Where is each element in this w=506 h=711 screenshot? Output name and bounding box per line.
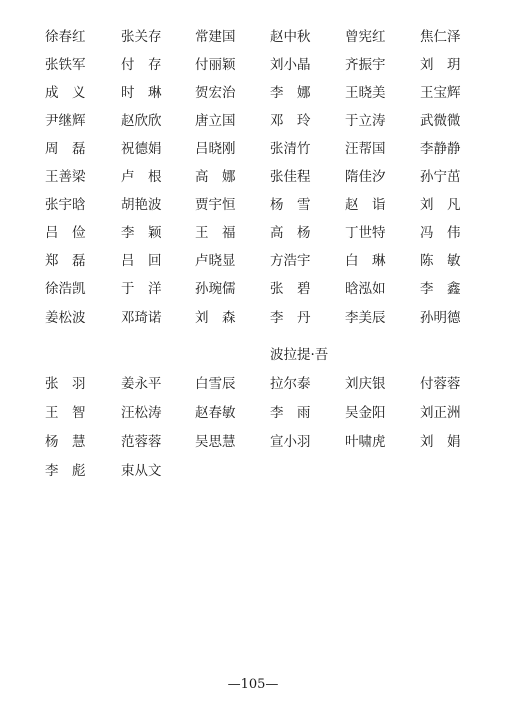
- person-name: 徐浩凯: [45, 281, 86, 297]
- person-name: 陈 敏: [420, 253, 461, 269]
- person-name: 曾宪红: [345, 29, 386, 45]
- person-name: 于 洋: [121, 281, 162, 297]
- person-name: 束从文: [121, 463, 162, 479]
- person-name: 杨 雪: [270, 197, 311, 213]
- name-row: [0, 167, 506, 191]
- person-name: 赵欣欣: [121, 113, 162, 129]
- person-name: 波拉提·吾: [270, 347, 329, 363]
- person-name: 孙宁茁: [420, 169, 461, 185]
- person-name: 付 存: [121, 57, 162, 73]
- name-row: [0, 461, 506, 485]
- person-name: 常建国: [195, 29, 236, 45]
- person-name: 李 鑫: [420, 281, 461, 297]
- person-name: 李 颖: [121, 225, 162, 241]
- name-row: [0, 279, 506, 303]
- person-name: 齐振宇: [345, 57, 386, 73]
- person-name: 王 智: [45, 405, 86, 421]
- person-name: 刘小晶: [270, 57, 311, 73]
- person-name: 李 雨: [270, 405, 311, 421]
- person-name: 汪松涛: [121, 405, 162, 421]
- person-name: 贺宏治: [195, 85, 236, 101]
- person-name: 吕 俭: [45, 225, 86, 241]
- person-name: 汪帮国: [345, 141, 386, 157]
- person-name: 卢晓显: [195, 253, 236, 269]
- name-row: [0, 55, 506, 79]
- person-name: 李静静: [420, 141, 461, 157]
- person-name: 刘 娟: [420, 434, 461, 450]
- person-name: 杨 慧: [45, 434, 86, 450]
- person-name: 时 琳: [121, 85, 162, 101]
- person-name: 赵 诣: [345, 197, 386, 213]
- person-name: 张 碧: [270, 281, 311, 297]
- person-name: 赵春敏: [195, 405, 236, 421]
- person-name: 王宝辉: [420, 85, 461, 101]
- person-name: 尹继辉: [45, 113, 86, 129]
- person-name: 宣小羽: [270, 434, 311, 450]
- name-row: [0, 111, 506, 135]
- name-row: [0, 27, 506, 51]
- person-name: 刘庆银: [345, 376, 386, 392]
- person-name: 郑 磊: [45, 253, 86, 269]
- person-name: 李美辰: [345, 310, 386, 326]
- name-row: [0, 345, 506, 369]
- person-name: 范蓉蓉: [121, 434, 162, 450]
- person-name: 吕晓刚: [195, 141, 236, 157]
- person-name: 白雪辰: [195, 376, 236, 392]
- person-name: 武微微: [420, 113, 461, 129]
- person-name: 孙明德: [420, 310, 461, 326]
- person-name: 徐春红: [45, 29, 86, 45]
- person-name: 刘 玥: [420, 57, 461, 73]
- name-row: [0, 83, 506, 107]
- person-name: 孙琬儒: [195, 281, 236, 297]
- name-row: [0, 223, 506, 247]
- name-row: [0, 195, 506, 219]
- person-name: 王 福: [195, 225, 236, 241]
- person-name: 李 彪: [45, 463, 86, 479]
- person-name: 隋佳汐: [345, 169, 386, 185]
- person-name: 高 杨: [270, 225, 311, 241]
- person-name: 张 羽: [45, 376, 86, 392]
- person-name: 成 义: [45, 85, 86, 101]
- person-name: 焦仁泽: [420, 29, 461, 45]
- person-name: 白 琳: [345, 253, 386, 269]
- person-name: 丁世特: [345, 225, 386, 241]
- name-row: [0, 251, 506, 275]
- person-name: 张关存: [121, 29, 162, 45]
- person-name: 邓琦诺: [121, 310, 162, 326]
- person-name: 张清竹: [270, 141, 311, 157]
- person-name: 张佳程: [270, 169, 311, 185]
- name-row: [0, 374, 506, 398]
- name-row: [0, 432, 506, 456]
- person-name: 贾宇恒: [195, 197, 236, 213]
- person-name: 周 磊: [45, 141, 86, 157]
- person-name: 张宇晗: [45, 197, 86, 213]
- name-row: [0, 403, 506, 427]
- person-name: 方浩宇: [270, 253, 311, 269]
- person-name: 刘 凡: [420, 197, 461, 213]
- person-name: 赵中秋: [270, 29, 311, 45]
- person-name: 刘 森: [195, 310, 236, 326]
- person-name: 祝德娟: [121, 141, 162, 157]
- name-row: [0, 308, 506, 332]
- person-name: 拉尔泰: [270, 376, 311, 392]
- person-name: 李 丹: [270, 310, 311, 326]
- person-name: 姜永平: [121, 376, 162, 392]
- page-number: —105—: [227, 677, 279, 692]
- person-name: 吴金阳: [345, 405, 386, 421]
- person-name: 邓 玲: [270, 113, 311, 129]
- person-name: 于立涛: [345, 113, 386, 129]
- person-name: 卢 根: [121, 169, 162, 185]
- person-name: 张铁军: [45, 57, 86, 73]
- person-name: 高 娜: [195, 169, 236, 185]
- person-name: 冯 伟: [420, 225, 461, 241]
- person-name: 付丽颖: [195, 57, 236, 73]
- name-row: [0, 139, 506, 163]
- person-name: 晗泓如: [345, 281, 386, 297]
- person-name: 刘正洲: [420, 405, 461, 421]
- person-name: 唐立国: [195, 113, 236, 129]
- person-name: 胡艳波: [121, 197, 162, 213]
- person-name: 吴思慧: [195, 434, 236, 450]
- person-name: 王晓美: [345, 85, 386, 101]
- person-name: 吕 回: [121, 253, 162, 269]
- person-name: 李 娜: [270, 85, 311, 101]
- person-name: 姜松波: [45, 310, 86, 326]
- person-name: 王善梁: [45, 169, 86, 185]
- person-name: 叶啸虎: [345, 434, 386, 450]
- person-name: 付蓉蓉: [420, 376, 461, 392]
